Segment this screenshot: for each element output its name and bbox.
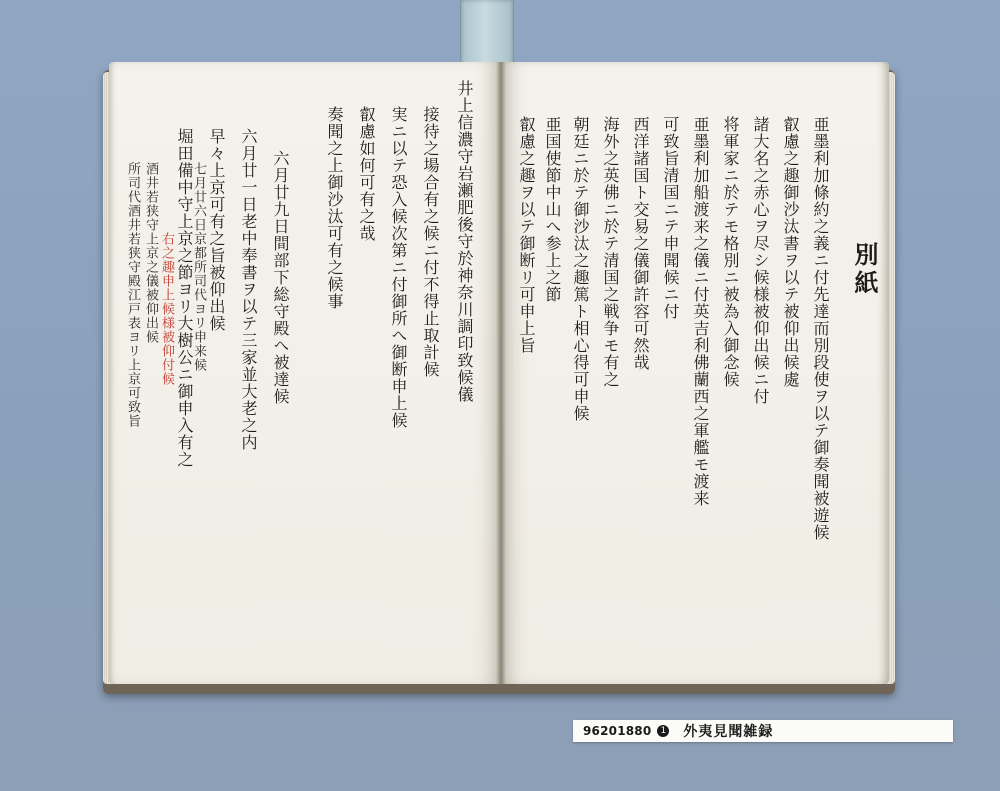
left-col-9: 堀田備中守上京之節ヨリ大樹公ニ御申入有之: [175, 128, 194, 468]
right-col-9: 朝廷ニ於テ御沙汰之趣篤ト相心得可申候: [571, 116, 590, 422]
right-page: [501, 62, 889, 684]
right-col-11: 叡慮之趣ヲ以テ御断リ可申上旨: [517, 116, 536, 354]
right-col-3: 諸大名之赤心ヲ尽シ候様被仰出候ニ付: [751, 116, 770, 405]
right-col-6: 可致旨清国ニテ申聞候ニ付: [661, 116, 680, 320]
right-col-8: 海外之英佛ニ於テ清国之戦争モ有之: [601, 116, 620, 388]
right-col-7: 西洋諸国ト交易之儀御許容可然哉: [631, 116, 650, 371]
left-col-6: 六月廿九日間部下総守殿へ被達候: [271, 150, 290, 405]
bookmark-strip: [460, 0, 514, 68]
right-col-4: 将軍家ニ於テモ格別ニ被為入御念候: [721, 116, 740, 388]
page-title: 別紙: [850, 242, 879, 298]
book-gutter: [496, 62, 506, 684]
catalog-title: 外夷見聞雑録: [683, 724, 774, 740]
left-col-2: 接待之場合有之候ニ付不得止取計候: [421, 106, 440, 378]
right-col-5: 亜墨利加船渡来之儀ニ付英吉利佛蘭西之軍艦モ渡来: [691, 116, 710, 507]
left-note-2: 酒井若狭守上京之儀被仰出候: [143, 162, 158, 344]
right-col-1: 亜墨利加條約之義ニ付先達而別段使ヲ以テ御奏聞被遊候: [811, 116, 830, 541]
left-col-1: 井上信濃守岩瀬肥後守於神奈川調印致候儀: [455, 80, 474, 403]
left-col-4: 叡慮如何可有之哉: [357, 106, 376, 242]
right-col-10: 亜国使節中山へ参上之節: [543, 116, 562, 303]
left-note-3: 所司代酒井若狭守殿江戸表ヨリ上京可致旨: [125, 162, 140, 428]
catalog-number: 96201880: [583, 724, 652, 738]
left-red-note: 右之趣申上候様被仰付候: [159, 232, 174, 386]
catalog-badge: 1: [657, 725, 669, 737]
left-col-8: 早々上京可有之旨被仰出候: [207, 128, 226, 332]
left-note-1: 七月廿六日京都所司代ヨリ申来候: [191, 162, 206, 372]
right-col-2: 叡慮之趣御沙汰書ヲ以テ被仰出候處: [781, 116, 800, 388]
left-page: [109, 62, 501, 684]
open-book: [103, 62, 895, 694]
catalog-label: [573, 720, 953, 742]
left-col-7: 六月廿一日老中奉書ヲ以テ三家並大老之内: [239, 128, 258, 451]
left-col-3: 実ニ以テ恐入候次第ニ付御所へ御断申上候: [389, 106, 408, 429]
left-col-5: 奏聞之上御沙汰可有之候事: [325, 106, 344, 310]
